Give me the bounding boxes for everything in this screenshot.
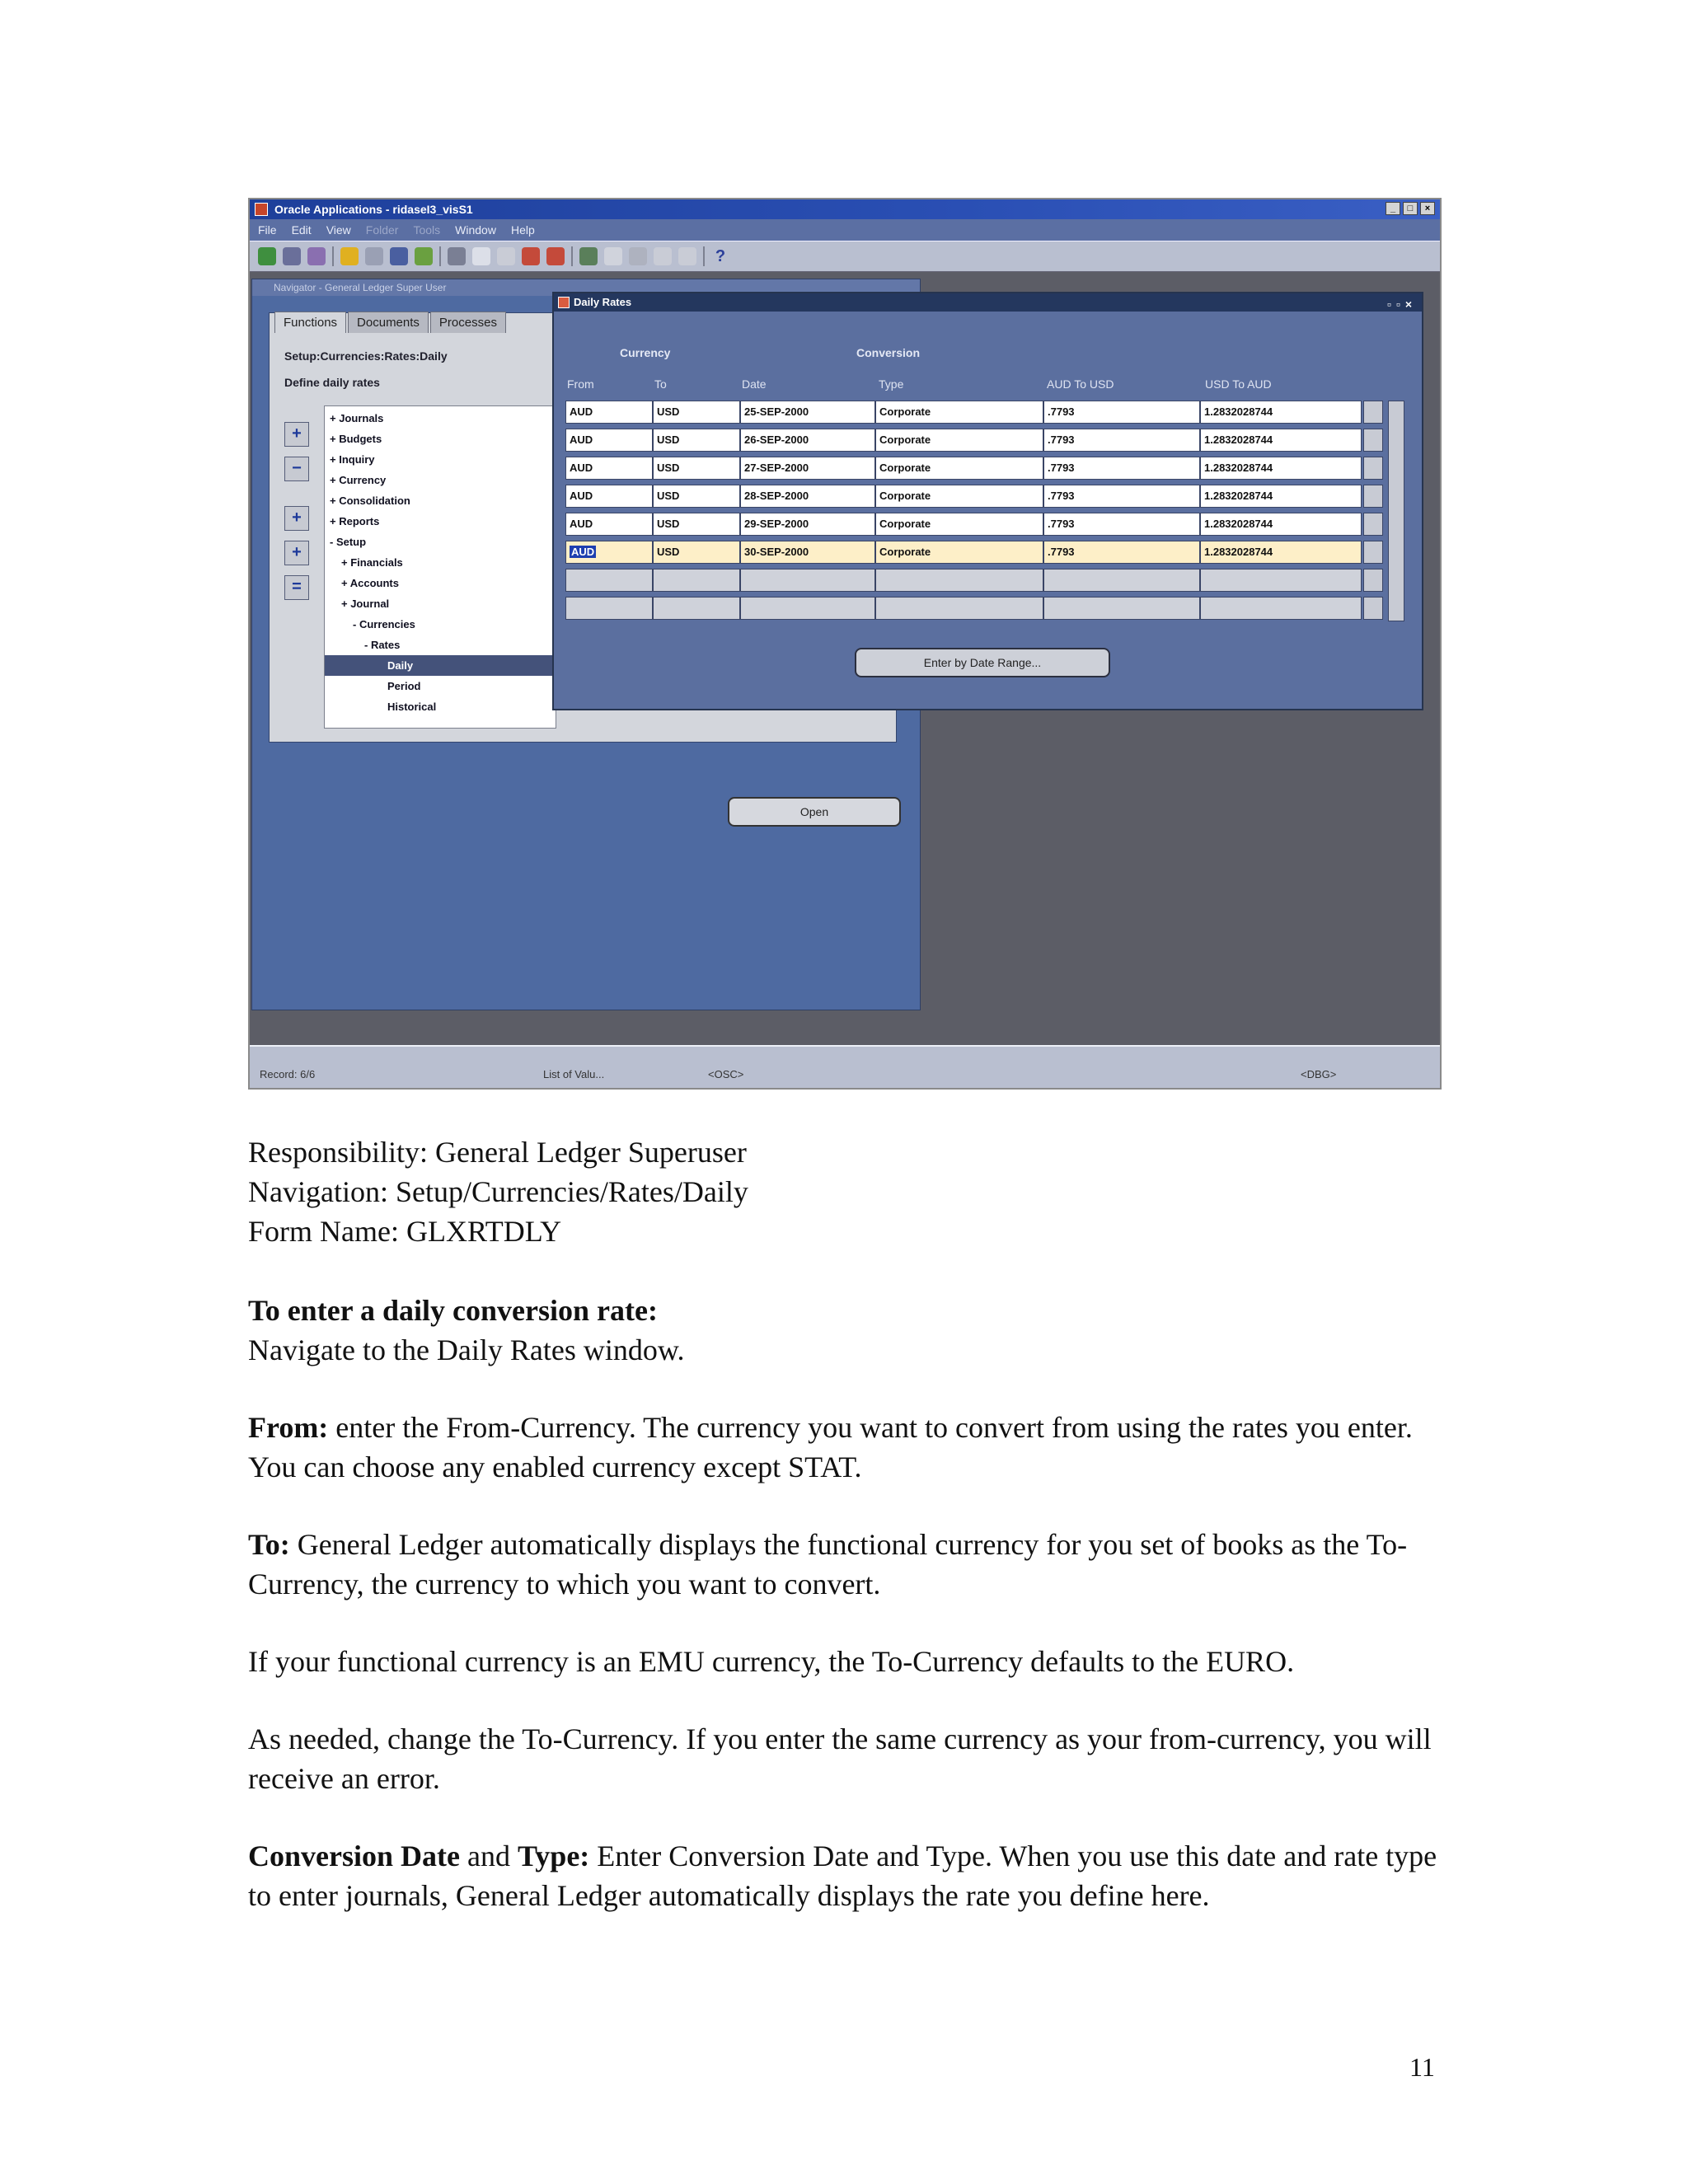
- menu-folder[interactable]: Folder: [365, 223, 399, 237]
- record-indicator-cell[interactable]: [1363, 569, 1383, 592]
- expand-all-icon[interactable]: +: [284, 541, 309, 565]
- cell-aud-to-usd[interactable]: [1043, 485, 1200, 508]
- menu-edit[interactable]: Edit: [291, 223, 312, 237]
- cell-usd-to-aud-value: 1.2832028744: [1204, 518, 1273, 530]
- cell-to-value: USD: [657, 490, 680, 502]
- cell-aud-to-usd[interactable]: [1043, 541, 1200, 564]
- open-button[interactable]: Open: [728, 797, 901, 827]
- as-needed-paragraph: As needed, change the To-Currency. If you enter the same currency as your from-currency, you will receive an error.: [248, 1722, 1432, 1795]
- cell-usd-to-aud[interactable]: [1200, 569, 1362, 592]
- cell-from-value: AUD: [570, 462, 593, 474]
- cell-aud-to-usd-value: .7793: [1048, 462, 1075, 474]
- toolbar-separator: [332, 246, 334, 266]
- cell-date-value: 27-SEP-2000: [744, 462, 809, 474]
- tree-item[interactable]: + Accounts: [341, 577, 399, 589]
- menu-view[interactable]: View: [326, 223, 351, 237]
- cell-from[interactable]: [565, 485, 653, 508]
- cell-usd-to-aud[interactable]: [1200, 513, 1362, 536]
- tab-documents[interactable]: Documents: [348, 312, 429, 333]
- type-label: Type:: [517, 1840, 590, 1872]
- title-bar: [250, 199, 1440, 219]
- cell-aud-to-usd[interactable]: [1043, 429, 1200, 452]
- print-icon[interactable]: [390, 247, 408, 265]
- tree-item[interactable]: + Consolidation: [330, 494, 410, 507]
- conversion-paragraph: [248, 1836, 1451, 1915]
- close-icon[interactable]: ×: [1420, 202, 1435, 215]
- cell-aud-to-usd[interactable]: [1043, 597, 1200, 620]
- menu-help[interactable]: Help: [510, 223, 535, 237]
- conversion-date-label: Conversion Date: [248, 1840, 460, 1872]
- conversion-group-label: Conversion: [856, 346, 921, 359]
- zoom-icon[interactable]: [604, 247, 622, 265]
- toolbar-separator: [439, 246, 441, 266]
- tree-item[interactable]: Historical: [387, 701, 437, 713]
- cell-date[interactable]: [740, 485, 875, 508]
- window-title: Oracle Applications - ridaseI3_visS1: [274, 203, 473, 216]
- new-record-icon[interactable]: [522, 247, 540, 265]
- cut-icon[interactable]: [448, 247, 466, 265]
- cell-to-value: USD: [657, 462, 680, 474]
- cell-aud-to-usd[interactable]: [1043, 513, 1200, 536]
- from-label: From:: [248, 1411, 329, 1444]
- cell-from-value: AUD: [570, 490, 593, 502]
- tree-item[interactable]: + Journal: [341, 598, 390, 610]
- open-icon[interactable]: [340, 247, 359, 265]
- record-indicator: Record: 6/6: [260, 1068, 316, 1080]
- cell-aud-to-usd[interactable]: [1043, 569, 1200, 592]
- cell-aud-to-usd-value: .7793: [1048, 518, 1075, 530]
- cell-type[interactable]: [875, 401, 1043, 424]
- cell-to[interactable]: [653, 429, 740, 452]
- window-icon: [558, 297, 570, 308]
- enter-by-date-range-button[interactable]: Enter by Date Range...: [855, 648, 1110, 677]
- tree-item[interactable]: - Rates: [364, 639, 401, 651]
- cell-date[interactable]: [740, 541, 875, 564]
- to-label: To:: [248, 1528, 290, 1561]
- cell-from-value: AUD: [570, 518, 593, 530]
- cell-date[interactable]: [740, 513, 875, 536]
- tree-item[interactable]: + Budgets: [330, 433, 382, 445]
- cell-type[interactable]: [875, 429, 1043, 452]
- record-indicator-cell[interactable]: [1363, 401, 1383, 424]
- cell-from[interactable]: [565, 513, 653, 536]
- navigator-tabs: [274, 312, 506, 333]
- tree-item[interactable]: + Inquiry: [330, 453, 375, 466]
- cell-from[interactable]: [565, 597, 653, 620]
- save-icon[interactable]: [365, 247, 383, 265]
- dbg-indicator: <DBG>: [1301, 1068, 1337, 1080]
- and-word: and: [459, 1840, 518, 1872]
- tree-item[interactable]: + Financials: [341, 556, 403, 569]
- tree-item[interactable]: - Currencies: [353, 618, 415, 630]
- cell-aud-to-usd-value: .7793: [1048, 490, 1075, 502]
- column-header-usd-to-aud: USD To AUD: [1205, 377, 1272, 391]
- paste-icon[interactable]: [497, 247, 515, 265]
- doc-header-block: [248, 1132, 1451, 1251]
- tab-functions[interactable]: Functions: [274, 312, 346, 333]
- column-header-aud-to-usd: AUD To USD: [1047, 377, 1114, 391]
- menu-bar: [250, 219, 1440, 241]
- cell-date-value: 28-SEP-2000: [744, 490, 809, 502]
- list-of-values-indicator: List of Valu...: [543, 1068, 605, 1080]
- cell-date[interactable]: [740, 429, 875, 452]
- doc-intro-block: [248, 1291, 1451, 1370]
- cell-from[interactable]: [565, 457, 653, 480]
- cell-from[interactable]: [565, 569, 653, 592]
- vertical-scrollbar[interactable]: [1388, 401, 1404, 621]
- cell-from-value: AUD: [570, 434, 593, 446]
- cell-to[interactable]: [653, 597, 740, 620]
- column-header-to: To: [654, 377, 667, 391]
- cell-usd-to-aud-value: 1.2832028744: [1204, 490, 1273, 502]
- help-icon[interactable]: ?: [715, 247, 726, 265]
- cell-to[interactable]: [653, 513, 740, 536]
- find-icon[interactable]: [283, 247, 301, 265]
- cell-to-value: USD: [657, 434, 680, 446]
- cell-usd-to-aud[interactable]: [1200, 485, 1362, 508]
- cell-from[interactable]: [565, 429, 653, 452]
- tree-item[interactable]: + Journals: [330, 412, 384, 424]
- cell-type[interactable]: [875, 541, 1043, 564]
- attachments-icon[interactable]: [654, 247, 672, 265]
- cell-usd-to-aud[interactable]: [1200, 597, 1362, 620]
- cell-date-value: 29-SEP-2000: [744, 518, 809, 530]
- cell-to[interactable]: [653, 485, 740, 508]
- from-paragraph: [248, 1408, 1451, 1487]
- cell-usd-to-aud-value: 1.2832028744: [1204, 546, 1273, 558]
- record-indicator-cell[interactable]: [1363, 457, 1383, 480]
- copy-icon[interactable]: [472, 247, 490, 265]
- daily-rates-title-bar: [554, 293, 1422, 312]
- cell-from[interactable]: [565, 401, 653, 424]
- oracle-applications-screenshot: [248, 198, 1442, 1090]
- cell-date[interactable]: [740, 401, 875, 424]
- from-text: enter the From-Currency. The currency you want to convert from using the rates you enter. You can choose any enabled currency except STAT.: [248, 1411, 1413, 1483]
- form-name-line: Form Name: GLXRTDLY: [248, 1215, 562, 1248]
- tree-item-selected[interactable]: Daily: [325, 655, 556, 676]
- folder-tools-icon[interactable]: [678, 247, 696, 265]
- cell-date-value: 30-SEP-2000: [744, 546, 809, 558]
- window-controls: [1386, 202, 1435, 215]
- toolbar-separator: [571, 246, 573, 266]
- emu-paragraph: If your functional currency is an EMU currency, the To-Currency defaults to the EURO.: [248, 1645, 1295, 1678]
- collapse-icon[interactable]: −: [284, 457, 309, 481]
- close-form-icon[interactable]: [415, 247, 433, 265]
- cell-usd-to-aud-value: 1.2832028744: [1204, 405, 1273, 418]
- tree-item[interactable]: + Reports: [330, 515, 380, 527]
- menu-file[interactable]: File: [258, 223, 277, 237]
- function-description: Define daily rates: [284, 376, 380, 389]
- expand-icon[interactable]: +: [284, 422, 309, 447]
- cell-date[interactable]: [740, 597, 875, 620]
- record-indicator-cell[interactable]: [1363, 513, 1383, 536]
- expand-branch-icon[interactable]: +: [284, 506, 309, 531]
- cell-aud-to-usd[interactable]: [1043, 457, 1200, 480]
- cell-type-value: Corporate: [879, 434, 931, 446]
- column-header-type: Type: [879, 377, 904, 391]
- function-path: Setup:Currencies:Rates:Daily: [284, 349, 448, 363]
- status-bar: [250, 1045, 1440, 1088]
- oracle-app-icon: [255, 203, 268, 216]
- function-tree: [324, 405, 556, 729]
- cell-type-value: Corporate: [879, 462, 931, 474]
- navigation-line: Navigation: Setup/Currencies/Rates/Daily: [248, 1175, 748, 1208]
- navigate-instruction: Navigate to the Daily Rates window.: [248, 1333, 685, 1366]
- cell-to[interactable]: [653, 401, 740, 424]
- record-indicator-cell[interactable]: [1363, 429, 1383, 452]
- collapse-all-icon[interactable]: =: [284, 575, 309, 600]
- cell-to-value: USD: [657, 405, 680, 418]
- record-indicator-cell[interactable]: [1363, 485, 1383, 508]
- window-controls[interactable]: ▫▫×: [1386, 298, 1417, 311]
- conversion-text: Enter Conversion Date and Type. When you use this date and rate type to enter journals, General Ledger automatically displays the rate you define here.: [248, 1840, 1437, 1912]
- cell-from-value: AUD: [571, 546, 595, 558]
- translations-icon[interactable]: [629, 247, 647, 265]
- cell-to[interactable]: [653, 541, 740, 564]
- daily-rates-title: Daily Rates: [574, 296, 632, 308]
- cell-date-value: 26-SEP-2000: [744, 434, 809, 446]
- cell-date[interactable]: [740, 569, 875, 592]
- cell-aud-to-usd-value: .7793: [1048, 546, 1075, 558]
- cell-usd-to-aud[interactable]: [1200, 429, 1362, 452]
- cell-to[interactable]: [653, 457, 740, 480]
- cell-type[interactable]: [875, 457, 1043, 480]
- new-icon[interactable]: [258, 247, 276, 265]
- cell-type-value: Corporate: [879, 490, 931, 502]
- navigator-icon[interactable]: [307, 247, 326, 265]
- toolbar-separator: [703, 246, 705, 266]
- minimize-icon[interactable]: _: [1386, 202, 1400, 215]
- cell-aud-to-usd-value: .7793: [1048, 434, 1075, 446]
- osc-indicator: <OSC>: [708, 1068, 744, 1080]
- tree-item[interactable]: - Setup: [330, 536, 367, 548]
- cell-from-value: AUD: [570, 405, 593, 418]
- daily-rates-window: [552, 292, 1423, 710]
- to-paragraph: [248, 1525, 1451, 1604]
- tree-item[interactable]: Period: [387, 680, 421, 692]
- menu-window[interactable]: Window: [455, 223, 496, 237]
- navigator-title: Navigator - General Ledger Super User: [252, 279, 920, 296]
- cell-type[interactable]: [875, 485, 1043, 508]
- cell-type[interactable]: [875, 569, 1043, 592]
- cell-to[interactable]: [653, 569, 740, 592]
- edit-field-icon[interactable]: [579, 247, 598, 265]
- cell-type-value: Corporate: [879, 518, 931, 530]
- toolbar: [250, 241, 1440, 272]
- cell-type-value: Corporate: [879, 405, 931, 418]
- to-text: General Ledger automatically displays the functional currency for you set of books as the To-Currency, the currency to which you want to convert.: [248, 1528, 1408, 1601]
- responsibility-line: Responsibility: General Ledger Superuser: [248, 1136, 747, 1169]
- page-number: 11: [1409, 2052, 1435, 2082]
- currency-group-label: Currency: [620, 346, 671, 359]
- cell-type[interactable]: [875, 513, 1043, 536]
- cell-to-value: USD: [657, 546, 680, 558]
- cell-type-value: Corporate: [879, 546, 931, 558]
- delete-record-icon[interactable]: [546, 247, 565, 265]
- menu-tools[interactable]: Tools: [413, 223, 441, 237]
- cell-date-value: 25-SEP-2000: [744, 405, 809, 418]
- cell-usd-to-aud[interactable]: [1200, 457, 1362, 480]
- column-header-from: From: [567, 377, 594, 391]
- cell-aud-to-usd-value: .7793: [1048, 405, 1075, 418]
- cell-from[interactable]: [565, 541, 653, 564]
- section-heading: To enter a daily conversion rate:: [248, 1294, 658, 1327]
- cell-usd-to-aud-value: 1.2832028744: [1204, 462, 1273, 474]
- cell-aud-to-usd[interactable]: [1043, 401, 1200, 424]
- cell-usd-to-aud[interactable]: [1200, 401, 1362, 424]
- column-header-date: Date: [742, 377, 767, 391]
- cell-type[interactable]: [875, 597, 1043, 620]
- cell-to-value: USD: [657, 518, 680, 530]
- tab-processes[interactable]: Processes: [430, 312, 506, 333]
- tree-item[interactable]: + Currency: [330, 474, 387, 486]
- cell-usd-to-aud-value: 1.2832028744: [1204, 434, 1273, 446]
- cell-usd-to-aud[interactable]: [1200, 541, 1362, 564]
- cell-date[interactable]: [740, 457, 875, 480]
- maximize-icon[interactable]: □: [1403, 202, 1418, 215]
- record-indicator-cell[interactable]: [1363, 541, 1383, 564]
- record-indicator-cell[interactable]: [1363, 597, 1383, 620]
